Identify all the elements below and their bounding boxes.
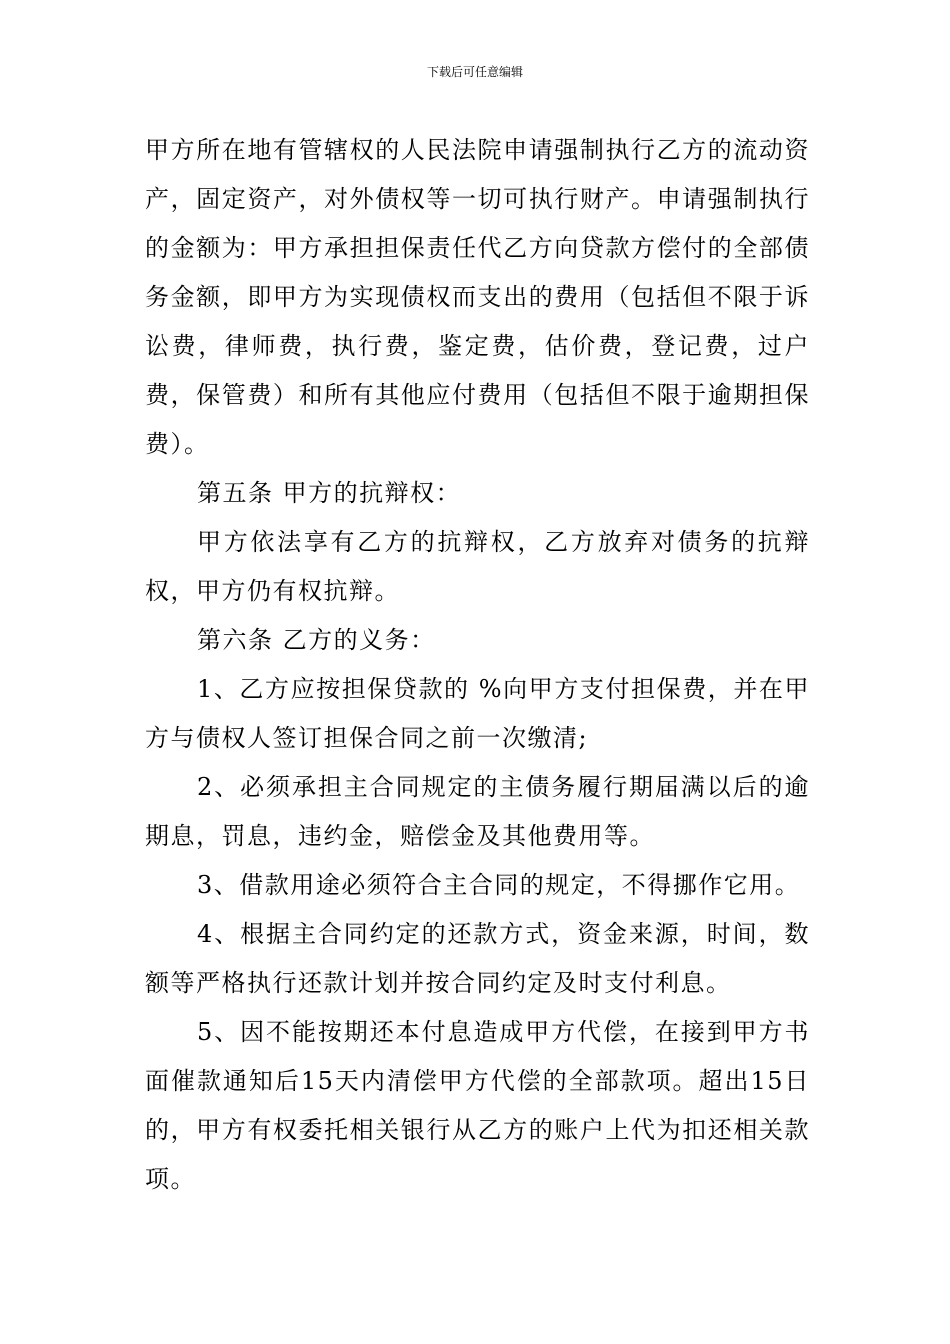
- article-6-item-1: 1、乙方应按担保贷款的 %向甲方支付担保费，并在甲方与债权人签订担保合同之前一次缴清;: [145, 675, 810, 752]
- document-body: [145, 126, 810, 1204]
- article-6-item-5: 5、因不能按期还本付息造成甲方代偿，在接到甲方书面催款通知后15天内清偿甲方代偿的全部款项。超出15日的，甲方有权委托相关银行从乙方的账户上代为扣还相关款项。: [145, 1018, 810, 1193]
- article-5-heading: 第五条 甲方的抗辩权：: [197, 479, 462, 507]
- article-6-heading: 第六条 乙方的义务：: [197, 626, 436, 654]
- page-header-note: 下载后可任意编辑: [426, 65, 523, 79]
- article-5-paragraph: 甲方依法享有乙方的抗辩权，乙方放弃对债务的抗辩权，甲方仍有权抗辩。: [145, 528, 810, 605]
- article-6-item-4: 4、根据主合同约定的还款方式，资金来源，时间，数额等严格执行还款计划并按合同约定及时支付利息。: [145, 920, 810, 997]
- paragraph-continuation: 甲方所在地有管辖权的人民法院申请强制执行乙方的流动资产，固定资产，对外债权等一切可执行财产。申请强制执行的金额为：甲方承担担保责任代乙方向贷款方偿付的全部债务金额，即甲方为实现债权而支出的费用（包括但不限于诉讼费，律师费，执行费，鉴定费，估价费，登记费，过户费，保管费）和所有其他应付费用（包括但不限于逾期担保费）。: [145, 136, 810, 458]
- article-6-item-2: 2、必须承担主合同规定的主债务履行期届满以后的逾期息，罚息，违约金，赔偿金及其他费用等。: [145, 773, 810, 850]
- article-6-item-3: 3、借款用途必须符合主合同的规定，不得挪作它用。: [197, 871, 801, 899]
